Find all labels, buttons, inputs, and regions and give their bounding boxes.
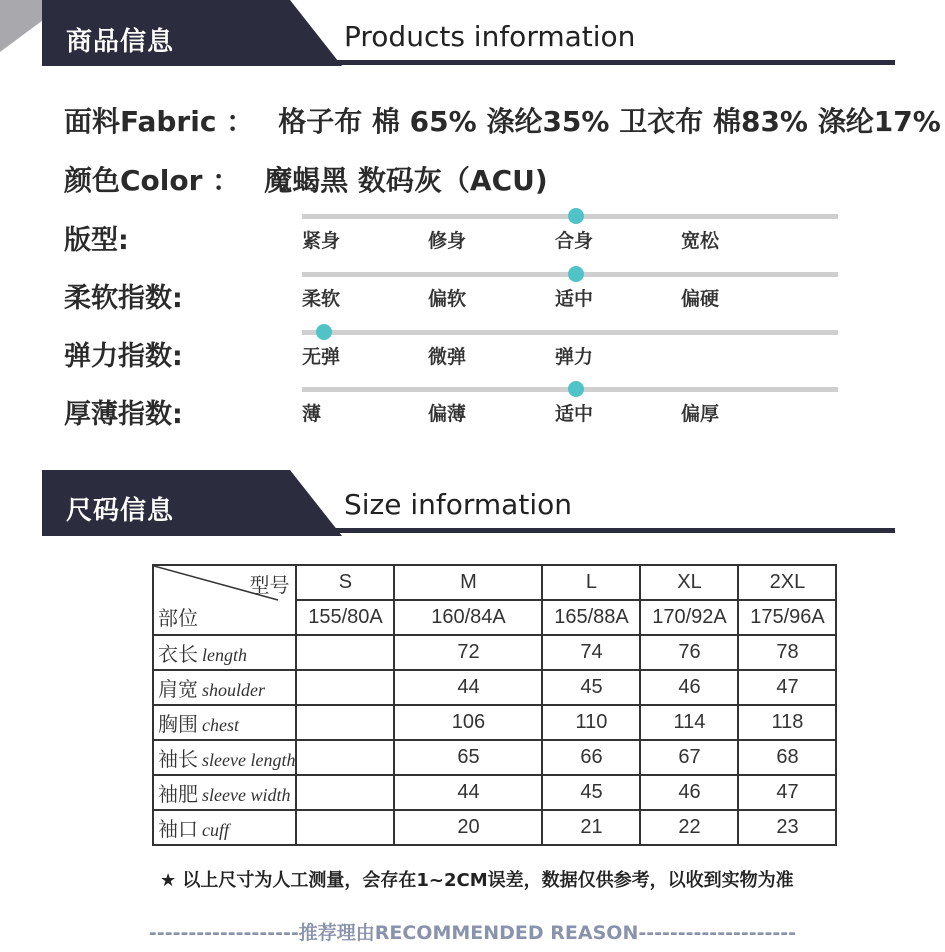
table-cell	[296, 705, 394, 740]
table-cell: 67	[640, 740, 738, 775]
index-label: 柔软指数:	[64, 283, 183, 314]
scale-option: 偏厚	[681, 403, 720, 425]
header-underline	[42, 60, 895, 65]
row-header-en: length	[202, 645, 247, 665]
table-cell: 118	[738, 705, 836, 740]
size-section-header	[0, 470, 945, 540]
table-cell: 44	[394, 775, 542, 810]
scale-option: 无弹	[302, 346, 341, 368]
row-header-cn: 袖长	[158, 749, 198, 771]
row-header-en: shoulder	[202, 680, 265, 700]
scale-option: 弹力	[555, 346, 594, 368]
table-cell: 72	[394, 635, 542, 670]
index-label: 版型:	[64, 225, 129, 256]
fabric-line	[64, 100, 941, 140]
table-cell: 66	[542, 740, 640, 775]
row-header-cn: 胸围	[158, 714, 198, 736]
scale-track	[302, 330, 838, 335]
size-header: L	[542, 565, 640, 600]
scale-option: 偏薄	[428, 403, 467, 425]
table-cell: 110	[542, 705, 640, 740]
section-title-en: Products information	[344, 20, 636, 53]
row-header	[153, 670, 296, 705]
measurement-note: ★ 以上尺寸为人工测量，会存在1~2CM误差，数据仅供参考，以收到实物为准	[160, 870, 794, 891]
row-header	[153, 705, 296, 740]
scale-option: 紧身	[302, 230, 341, 252]
row-header-cn: 衣长	[158, 644, 198, 666]
table-cell	[296, 635, 394, 670]
table-cell: 45	[542, 670, 640, 705]
section-title-cn: 商品信息	[66, 27, 175, 57]
row-header-cn: 袖肥	[158, 784, 198, 806]
scale-option: 修身	[428, 230, 467, 252]
spec-cell: 170/92A	[640, 600, 738, 635]
color-line	[64, 159, 548, 199]
table-cell: 65	[394, 740, 542, 775]
table-row	[153, 670, 836, 705]
spec-cell: 175/96A	[738, 600, 836, 635]
table-cell: 22	[640, 810, 738, 845]
row-header-en: sleeve width	[202, 785, 291, 805]
table-row	[153, 740, 836, 775]
row-header-cn: 袖口	[158, 819, 198, 841]
scale-option: 宽松	[681, 230, 720, 252]
size-header: 2XL	[738, 565, 836, 600]
row-header-en: cuff	[202, 820, 229, 840]
color-label: 颜色Color ：	[64, 164, 241, 197]
scale-option: 微弹	[428, 346, 467, 368]
corner-bottom-label: 部位	[158, 608, 198, 630]
table-cell: 46	[640, 670, 738, 705]
index-scale	[302, 330, 838, 378]
table-cell	[296, 775, 394, 810]
table-cell: 47	[738, 670, 836, 705]
scale-marker	[316, 324, 332, 340]
product-section-header	[0, 0, 945, 70]
row-header-en: sleeve length	[202, 750, 296, 770]
table-row	[153, 705, 836, 740]
scale-option: 偏软	[428, 288, 467, 310]
index-label: 弹力指数:	[64, 341, 183, 372]
table-cell: 21	[542, 810, 640, 845]
table-cell: 68	[738, 740, 836, 775]
header-underline	[42, 528, 895, 533]
table-cell	[296, 740, 394, 775]
table-cell: 46	[640, 775, 738, 810]
table-cell: 78	[738, 635, 836, 670]
size-header: S	[296, 565, 394, 600]
fabric-label: 面料Fabric ：	[64, 105, 255, 138]
spec-cell: 160/84A	[394, 600, 542, 635]
table-cell: 74	[542, 635, 640, 670]
corner-top-label: 型号	[249, 575, 290, 597]
table-cell: 106	[394, 705, 542, 740]
table-cell: 76	[640, 635, 738, 670]
section-title-cn: 尺码信息	[66, 496, 175, 526]
table-cell	[296, 670, 394, 705]
table-row	[153, 810, 836, 845]
scale-option: 薄	[302, 403, 322, 425]
row-header	[153, 740, 296, 775]
scale-marker	[568, 266, 584, 282]
spec-cell: 165/88A	[542, 600, 640, 635]
fabric-value: 格子布 棉 65% 涤纶35% 卫衣布 棉83% 涤纶17%	[278, 105, 941, 138]
row-header	[153, 775, 296, 810]
scale-marker	[568, 208, 584, 224]
section-title-en: Size information	[344, 488, 572, 521]
scale-option: 合身	[555, 230, 594, 252]
index-scale	[302, 214, 838, 262]
index-scale	[302, 387, 838, 435]
scale-option: 适中	[555, 403, 594, 425]
size-header: XL	[640, 565, 738, 600]
spec-cell: 155/80A	[296, 600, 394, 635]
table-cell: 20	[394, 810, 542, 845]
table-row	[153, 775, 836, 810]
row-header-cn: 肩宽	[158, 679, 198, 701]
color-value: 魔蝎黑 数码灰（ACU)	[264, 164, 548, 197]
table-cell: 114	[640, 705, 738, 740]
index-scale	[302, 272, 838, 320]
scale-option: 柔软	[302, 288, 341, 310]
table-cell: 44	[394, 670, 542, 705]
size-table	[152, 564, 837, 846]
table-header-row	[153, 565, 836, 600]
row-header	[153, 635, 296, 670]
index-label: 厚薄指数:	[64, 399, 183, 430]
table-cell: 47	[738, 775, 836, 810]
scale-option: 偏硬	[681, 288, 720, 310]
row-header	[153, 810, 296, 845]
table-corner-cell	[153, 565, 296, 635]
table-row	[153, 635, 836, 670]
table-cell	[296, 810, 394, 845]
scale-option: 适中	[555, 288, 594, 310]
scale-marker	[568, 381, 584, 397]
table-cell: 45	[542, 775, 640, 810]
size-header: M	[394, 565, 542, 600]
row-header-en: chest	[202, 715, 239, 735]
recommended-reason-divider: -------------------推荐理由RECOMMENDED REASON--------------------	[148, 922, 797, 944]
table-cell: 23	[738, 810, 836, 845]
